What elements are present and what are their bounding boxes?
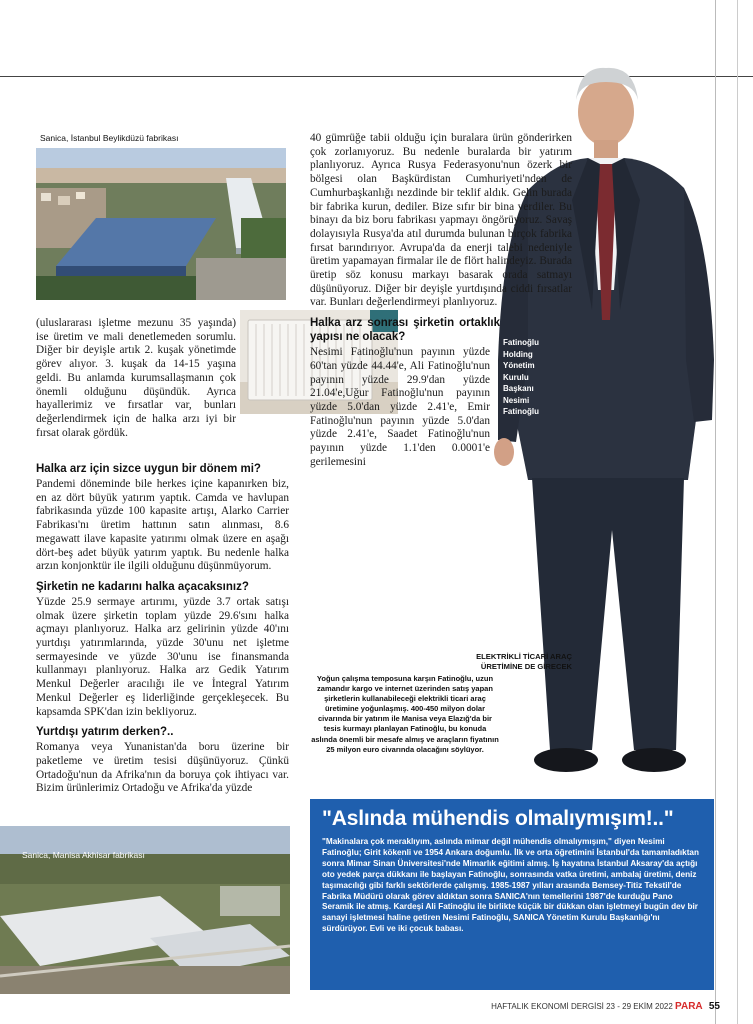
col1-paragraph-3: Romanya veya Yunanistan'da boru üzerine bir paketleme ve üretim tesisi düşünüyoruz. Çünkü Ortadoğu'nun da Afrika'nın da boruya çok ihtiyacı var. Bizim ürünlerimiz Ortadoğu ve Afrika'da yüzde [36, 741, 289, 795]
portrait-caption-line: Kurulu [503, 372, 529, 382]
col1-paragraph-1: Pandemi döneminde bile herkes içine kapanırken biz, en az dört büyük yatırım yaptık. Camda ve havlupan fabrikasında yüzde 100 kapasite artışı, Alarko Carrier Fabrikası'nı üretim hattının satın alınması, 8.6 megawatt ilave kapasite yatırımı olmak üzere en aşağı dört-beş adet büyük yatırım yaptık. Bu nedenle halka arzın konjonktür ile ilgili olduğunu düşünmüyorum. [36, 478, 289, 573]
ev-title-line-1: ELEKTRİKLİ TİCARİ ARAÇ [476, 652, 572, 661]
page-edge-line [715, 0, 716, 1024]
portrait-caption-line: Fatinoğlu [503, 407, 539, 416]
ev-sidebar-body: Yoğun çalışma temposuna karşın Fatinoğlu, uzun zamandır kargo ve internet üzerinden satış yapan şirketlerin kullanabileceği elektrikli ticari araç üretimine yoğunlaşmış. 400-450 milyon dolar civarında bir yatırım ile Manisa veya Elazığ'da bir tesis kurmayı planlayan Fatinoğlu, bu konuda aslında önemli bir mesafe almış ve araçların fiyatının 25 milyon euro civarında olacağını söylüyor. [311, 674, 499, 754]
article-column-1-lower [36, 456, 289, 796]
heading-halka-arz-donem: Halka arz için sizce uygun bir dönem mi? [36, 463, 261, 475]
page-edge-line-outer [737, 0, 738, 1024]
footer-magazine: HAFTALIK EKONOMİ DERGİSİ 23 - 29 EKİM 2022 [491, 1002, 673, 1011]
heading-ne-kadarini: Şirketin ne kadarını halka açacaksınız? [36, 580, 249, 593]
portrait-caption-line: Nesimi [503, 395, 530, 405]
portrait-caption-line: Yönetim [503, 361, 535, 370]
biography-title: "Aslında mühendis olmalıymışım!.." [322, 807, 674, 830]
col1-intro: (uluslararası işletme mezunu 35 yaşında) ise üretim ve mali denetlemeden sorumlu. Diğer bir deyişle artık 2. kuşak yönetimde görev alıyor. 3. kuşak da 14-15 yaşına geldi. Bu anlamda kurumsallaşmanın çok önemli olduğunu düşündük. Ayrıca hayallerimiz ve fırsatlar var, bunları değerlendirmek için de halka arzı iyi bir fırsat olarak gördük. [36, 317, 236, 439]
portrait-caption-line: Başkanı [503, 384, 534, 393]
col1-paragraph-2: Yüzde 25.9 sermaye artırımı, yüzde 3.7 ortak satışı olmak üzere şirketin toplam yüzde 29.6'sını halka açmayı planlıyoruz. Halka arz gelirinin yüzde 40'ını yurtdışı yatırımlarında, yüzde 30'unu net işletme sermayesinde ve yüzde 30'unu ise finansmanda kullanmayı planlıyoruz. Halka arz Gedik Yatırım Menkul Değerler aracılığı ile ve İntegral Yatırım Menkul Değerler eş liderliğinde gerçekleşecek. Bu kapsamda SPK'dan izin bekliyoruz. [36, 595, 289, 718]
page-footer [430, 1001, 720, 1012]
portrait-caption-line: Holding [503, 349, 533, 359]
col2-paragraph-2: Nesimi Fatinoğlu'nun payının yüzde 60'tan yüzde 44.44'e, Ali Fatinoğlu'nun payının yüzde 29.9'dan yüzde 21.04'e,Uğur Fatinoğlu'nun payının yüzde 5.0'dan yüzde 2.41'e, Emir Fatinoğlu'nun payının yüzde 5.0'dan yüzde 2.41'e, Saadet Fatinoğlu'nun payının yüzde 1.1'den 0.0001'e gerilemesini [310, 346, 490, 468]
footer-brand: PARA [675, 1001, 703, 1012]
portrait-caption-line: Fatinoğlu [503, 338, 539, 347]
col2-paragraph-1: 40 gümrüğe tabii olduğu için buralara ürün gönderirken çok zorlanıyoruz. Bu nedenle buralarda bir yatırım planlıyoruz. Ayrıca Rusya Federasyonu'nun özerk bir bölgesi olan Başkürdistan Cumhuriyeti'nden de Cumhurbaşkanlığı nezdinde bir teklif aldık. Gelin burada bir fabrika kurun, dediler. Bize sıfır bir bina verdiler. Bu binayı da biz boru fabrikası yapmayı öngörüyoruz. Savaş dolayısıyla Rusya'da atıl durumda bulunan birçok fabrika fırsat barındırıyor. Avrupa'da da enerji talebi nedeniyle üretim yapamayan firmalar ile de flört halindeyiz. Burada üretip söz konusu markayı basarak orada satmayı düşünüyoruz. Diğer bir deyişle yurtdışında ciddi fırsatlar var. Bunları değerlendirmeyi planlıyoruz. [310, 132, 572, 309]
biography-box [310, 799, 714, 990]
page-number: 55 [708, 1001, 720, 1012]
ev-title-line-2: ÜRETİMİNE DE GİRECEK [480, 662, 572, 671]
ev-sidebar-title [412, 652, 572, 672]
article-column-2 [310, 132, 572, 469]
top-photo-caption: Sanica, İstanbul Beylikdüzü fabrikası [40, 133, 179, 143]
heading-ortaklik-yapisi: Halka arz sonrası şirketin ortaklık yapısı ne olacak? [310, 317, 500, 344]
article-column-1 [36, 317, 236, 440]
heading-yurtdisi-yatirim: Yurtdışı yatırım derken?.. [36, 726, 174, 739]
bottom-photo-caption: Sanica, Manisa Akhisar fabrikası [22, 850, 145, 860]
biography-body: "Makinalara çok meraklıyım, aslında mimar değil mühendis olmalıymışım," diyen Nesimi Fatinoğlu; Girit kökenli ve 1954 Ankara doğumlu. İlk ve orta öğretimini İstanbul'da tamamladıktan sonra Mimar Sinan Üniversitesi'nde Mimarlık eğitimi almış. İş hayatına İstanbul Aksaray'da açtığı oto yedek parça dükkanı ile başlayan Fatinoğlu, sonrasında vatka üretimi, ambalaj üretimi, deniz taşımacılığı gibi farklı sektörlerde çalışmış. 1985-1987 yılları arasında Bemsey-Titiz Tekstil'de Fabrika Müdürü olarak görev aldıktan sonra SANICA'nın temellerini 1987'de kurduğu Pano Seramik ile atmış. Kardeşi Ali Fatinoğlu ile birlikte küçük bir dükkan olan işletmeyi bugün dev bir sanayi işletmesi haline getiren Nesimi Fatinoğlu, SANICA Yönetim Kurulu Başkanlığı'nı sürdürüyor. Evli ve iki çocuk babası. [322, 837, 699, 934]
beylikduzu-factory-photo [36, 148, 286, 300]
